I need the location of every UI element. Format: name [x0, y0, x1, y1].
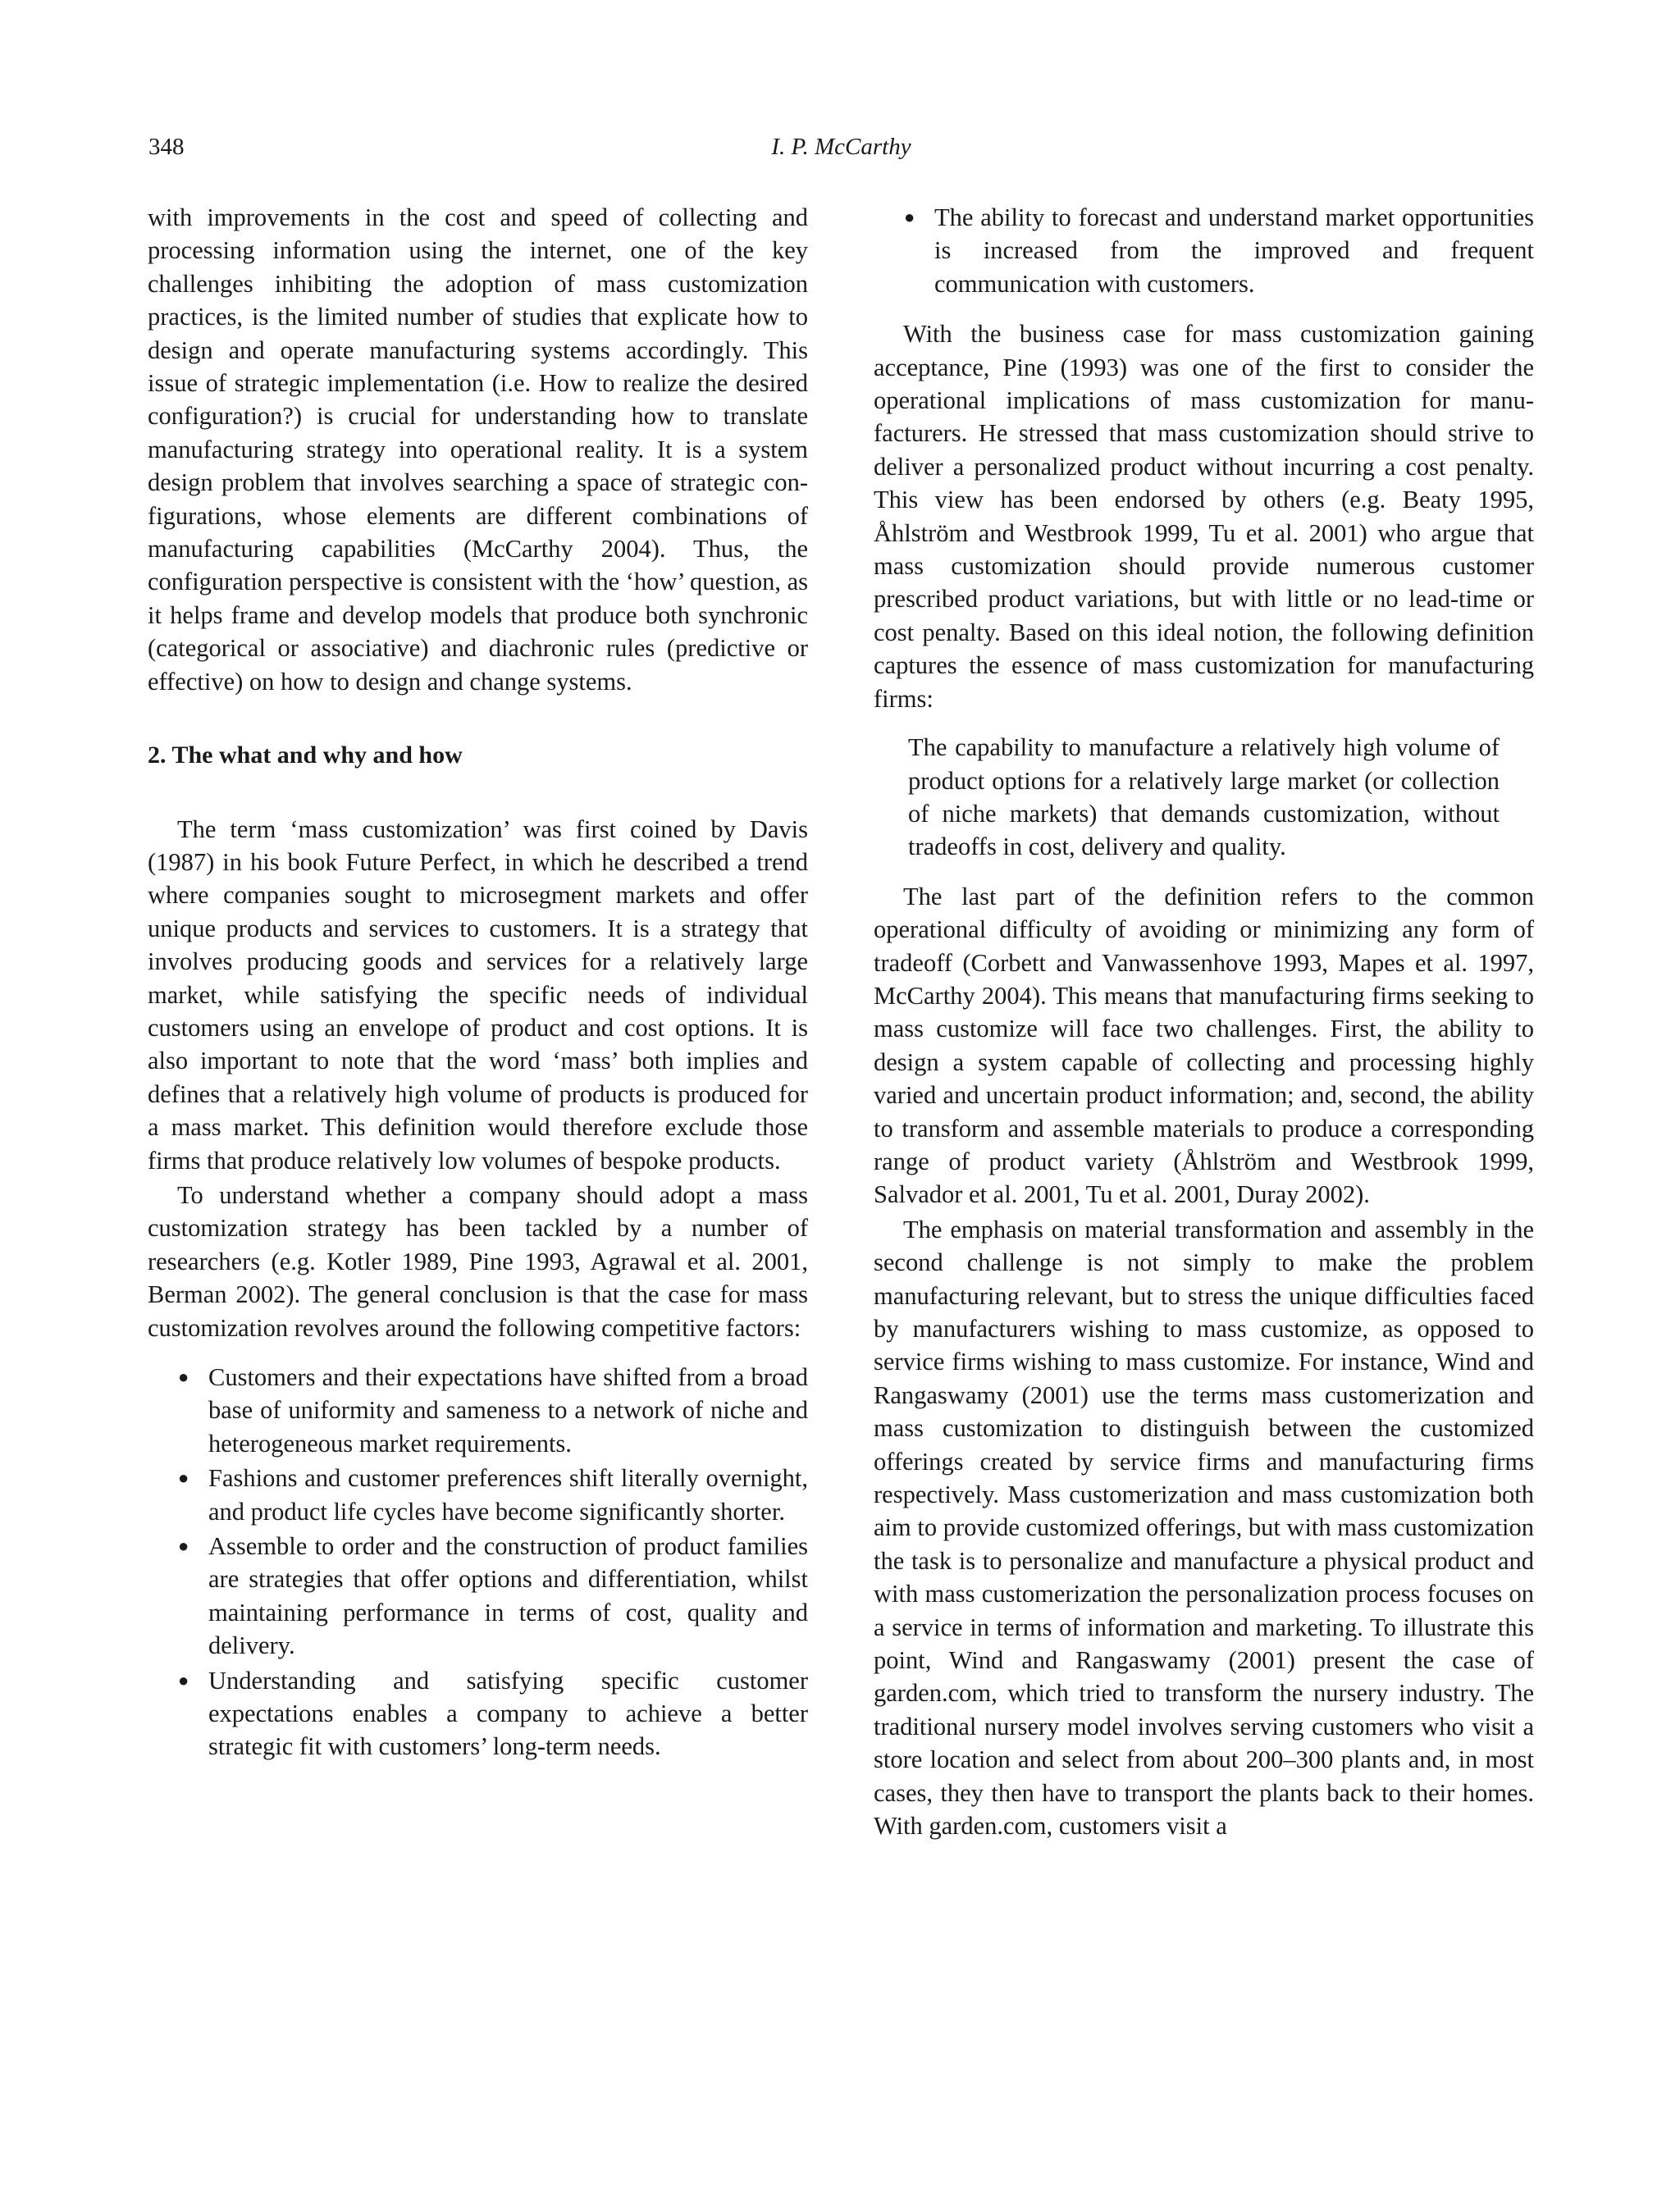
running-head — [148, 134, 1534, 167]
list-item-text: Understanding and satisfying specific customer expectations enables a company to achieve a better strategic fit with customers’ long-term needs. — [208, 1666, 808, 1761]
list-item-text: Assemble to order and the construction of product families are strategies that offer options and differentiation, whilst maintaining performance in terms of cost, quality and delivery. — [208, 1532, 808, 1660]
page-number: 348 — [148, 134, 185, 160]
list-item — [874, 201, 1534, 300]
intro-paragraph: with improvements in the cost and speed of collecting and processing information using the internet, one of the key challenges inhibiting the adoption of mass customization practices, is the limited number of studies that explicate how to design and operate manufacturing systems accordingly. This issue of strategic implementation (i.e. How to realize the desired configuration?) is crucial for understanding how to translate manufacturing strategy into operational reality. It is a system design problem that involves searching a space of strategic configurations, whose elements are different combinations of manufacturing capabilities (McCarthy 2004). Thus, the configuration perspective is consistent with the ‘how’ question, as it helps frame and develop models that produce both synchronic (categorical or associative) and diachronic rules (predictive or effective) on how to design and change systems. — [148, 203, 808, 696]
section-heading: 2. The what and why and how — [148, 741, 463, 769]
bullet-icon: ● — [178, 1467, 189, 1489]
list-item — [148, 1462, 808, 1528]
bullet-icon: ● — [178, 1535, 189, 1557]
left-column — [148, 201, 808, 1765]
body-paragraph: The last part of the definition refers to the common operational difficulty of avoiding or minimizing any form of tradeoff (Corbett and Vanwassenhove 1993, Mapes et al. 1997, McCarthy 2004). This means that manufacturing firms seeking to mass customize will face two challenges. First, the ability to design a system capable of collecting and processing highly varied and uncertain product information; and, second, the ability to transform and assemble materials to produce a corresponding range of product variety (Åhlström and Westbrook 1999, Salvador et al. 2001, Tu et al. 2001, Duray 2002). — [874, 882, 1534, 1209]
list-item-text: The ability to forecast and understand market opportunities is increased from the improved and frequent communication with customers. — [934, 203, 1534, 298]
list-item-text: Fashions and customer preferences shift literally overnight, and product life cycles have become significantly shorter. — [208, 1464, 808, 1526]
competitive-factors-list — [148, 1361, 808, 1763]
running-author: I. P. McCarthy — [771, 134, 911, 160]
body-paragraph: The emphasis on material transformation and assembly in the second challenge is not simply to make the problem manufacturing relevant, but to stress the unique difficulties faced by manufacturers wishing to mass customize, as opposed to service firms wishing to mass customize. For instance, Wind and Rangaswamy (2001) use the terms mass customerization and mass customization to distinguish between the customized offerings created by service firms and manufacturing firms respectively. Mass customerization and mass customization both aim to provide customized offerings, but with mass customization the task is to personalize and manufacture a physical product and with mass customerization the personalization process focuses on a service in terms of information and marketing. To illustrate this point, Wind and Rangaswamy (2001) present the case of garden.com, which tried to transform the nursery industry. The traditional nursery model involves serving customers who visit a store location and select from about 200–300 plants and, in most cases, they then have to transport the plants back to their homes. With garden.com, customers visit a — [874, 1215, 1535, 1841]
right-column — [874, 201, 1534, 1843]
bullet-icon: ● — [178, 1669, 189, 1690]
bullet-icon: ● — [904, 207, 915, 227]
competitive-factors-list-continued — [874, 201, 1534, 300]
list-item — [148, 1664, 808, 1763]
body-paragraph: To understand whether a company should adopt a mass customization strategy has been tackled by a number of researchers (e.g. Kotler 1989, Pine 1993, Agrawal et al. 2001, Berman 2002). The general conclusion is that the case for mass customization revolves around the following competitive factors: — [148, 1180, 808, 1342]
list-item — [148, 1361, 808, 1460]
list-item-text: Customers and their expectations have shifted from a broad base of uniformity and sameness to a network of niche and heterogeneous market requirements. — [208, 1363, 808, 1458]
body-paragraph: With the business case for mass customization gaining acceptance, Pine (1993) was one of the first to consider the operational implications of mass customization for manufacturers. He stressed that mass customization should strive to deliver a personalized product without incurring a cost penalty. This view has been endorsed by others (e.g. Beaty 1995, Åhlström and Westbrook 1999, Tu et al. 2001) who argue that mass customization should provide numerous customer prescribed product variations, but with little or no lead-time or cost penalty. Based on this ideal notion, the following definition captures the essence of mass customization for manufacturing firms: — [874, 320, 1534, 713]
list-item — [148, 1530, 808, 1663]
definition-quote: The capability to manufacture a relatively high volume of product options for a relatively large market (or collection of niche markets) that demands customization, without tradeoffs in cost, delivery and quality. — [908, 733, 1500, 861]
bullet-icon: ● — [178, 1366, 189, 1387]
body-paragraph: The term ‘mass customization’ was first coined by Davis (1987) in his book Future Perfect, in which he described a trend where companies sought to microsegment markets and offer unique products and services to customers. It is a strategy that involves producing goods and services for a relatively large market, while satisfying the specific needs of individual customers using an envelope of product and cost options. It is also important to note that the word ‘mass’ both implies and defines that a relatively high volume of products is produced for a mass market. This definition would therefore exclude those firms that produce relatively low volumes of bespoke products. — [148, 814, 808, 1175]
